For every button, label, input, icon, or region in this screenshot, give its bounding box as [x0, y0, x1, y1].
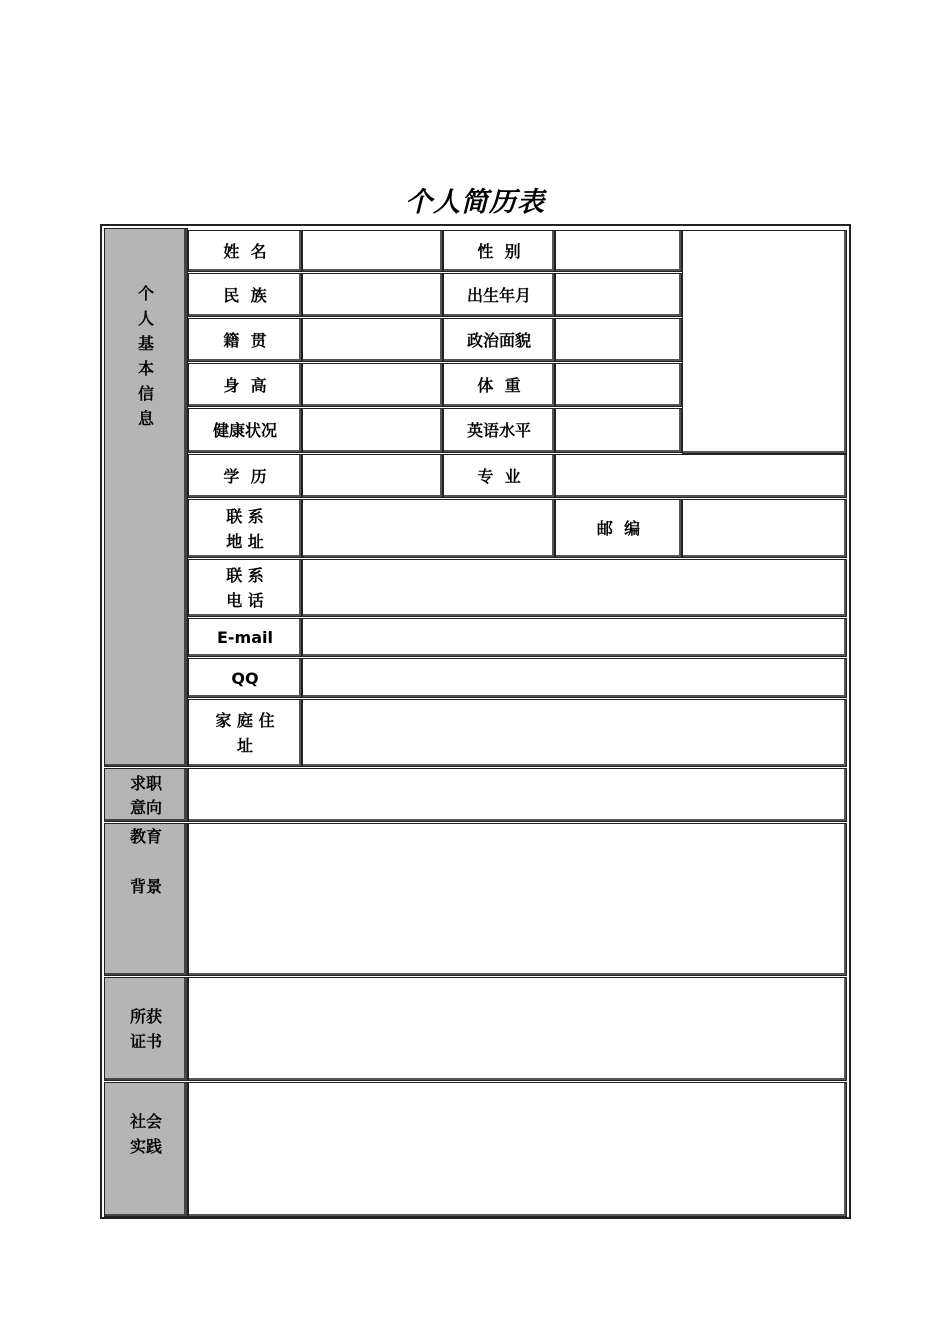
label-gender: 性 别 [443, 230, 555, 272]
input-height[interactable] [302, 363, 443, 407]
label-education-level: 学 历 [188, 454, 302, 498]
input-home-address[interactable] [302, 699, 847, 767]
input-ethnicity[interactable] [302, 273, 443, 317]
label-address: 联 系 地 址 [188, 499, 302, 558]
label-birth: 出生年月 [443, 273, 555, 317]
label-health: 健康状况 [188, 408, 302, 453]
label-home-address: 家 庭 住 址 [188, 699, 302, 767]
input-social-practice[interactable] [188, 1082, 847, 1217]
input-job-intention[interactable] [188, 768, 847, 822]
input-certificates[interactable] [188, 977, 847, 1081]
section-certificates-label: 所获 证书 [129, 1007, 162, 1051]
input-education-level[interactable] [302, 454, 443, 498]
resume-table [100, 224, 851, 1219]
input-phone[interactable] [302, 559, 847, 617]
input-gender[interactable] [555, 230, 682, 272]
section-education-label: 教育 背景 [129, 827, 162, 896]
label-phone: 联 系 电 话 [188, 559, 302, 617]
label-political-status: 政治面貌 [443, 318, 555, 362]
input-education[interactable] [188, 823, 847, 976]
label-name: 姓 名 [188, 230, 302, 272]
input-postcode[interactable] [682, 499, 847, 558]
photo-box[interactable] [682, 230, 847, 454]
input-email[interactable] [302, 618, 847, 657]
label-english-level: 英语水平 [443, 408, 555, 453]
page-title: 个人简历表 [405, 187, 545, 218]
label-weight: 体 重 [443, 363, 555, 407]
label-qq: QQ [188, 658, 302, 698]
input-name[interactable] [302, 230, 443, 272]
label-ethnicity: 民 族 [188, 273, 302, 317]
input-major[interactable] [555, 454, 847, 498]
section-job-intention-label: 求职 意向 [129, 774, 162, 817]
label-email: E-mail [188, 618, 302, 657]
input-english-level[interactable] [555, 408, 682, 453]
section-social-practice [104, 1082, 188, 1217]
input-health[interactable] [302, 408, 443, 453]
section-certificates [104, 977, 188, 1081]
input-weight[interactable] [555, 363, 682, 407]
section-education [104, 823, 188, 976]
input-qq[interactable] [302, 658, 847, 698]
section-job-intention [104, 768, 188, 822]
input-native-place[interactable] [302, 318, 443, 362]
input-birth[interactable] [555, 273, 682, 317]
section-basic-info [104, 228, 188, 767]
label-postcode: 邮 编 [555, 499, 682, 558]
label-major: 专 业 [443, 454, 555, 498]
label-native-place: 籍 贯 [188, 318, 302, 362]
input-address[interactable] [302, 499, 555, 558]
section-social-practice-label: 社会 实践 [129, 1112, 162, 1156]
label-height: 身 高 [188, 363, 302, 407]
input-political-status[interactable] [555, 318, 682, 362]
section-basic-info-label: 个 人 基 本 信 息 [137, 284, 154, 428]
